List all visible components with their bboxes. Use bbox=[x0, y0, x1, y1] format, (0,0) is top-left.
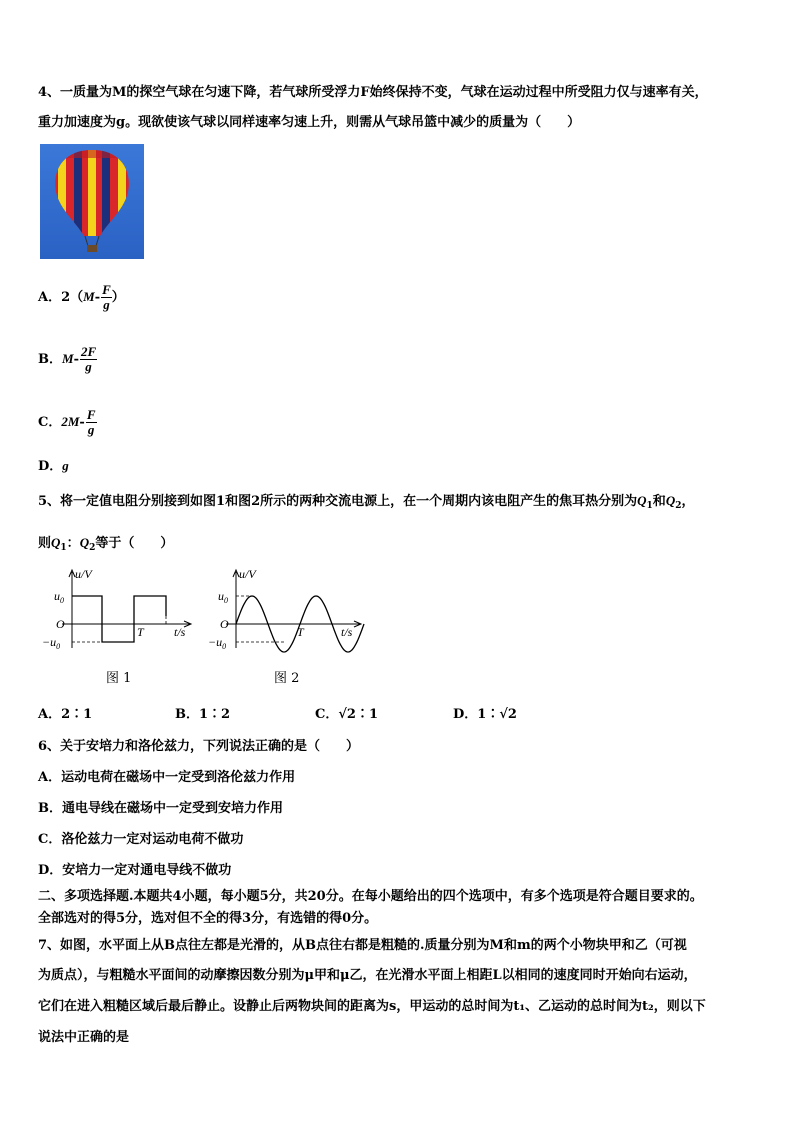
fig2-neg-u0-label: $-u_0$ bbox=[208, 635, 227, 651]
fig1-origin: O bbox=[56, 617, 65, 631]
q6-option-b: B．通电导线在磁场中一定受到安培力作用 bbox=[38, 801, 283, 816]
fig2-ylabel: u/V bbox=[239, 567, 256, 581]
q4-option-d: D．g bbox=[38, 458, 69, 474]
fig1-u0-label: $u_0$ bbox=[54, 589, 64, 605]
q5-stem-line1: 5、将一定值电阻分别接到如图1和图2所示的两种交流电源上，在一个周期内该电阻产生的焦耳热分别为$Q_1$和$Q_2$， bbox=[38, 493, 695, 511]
q7-line1: 7、如图，水平面上从B点往左都是光滑的，从B点往右都是粗糙的.质量分别为M和m的两个小物块甲和乙（可视 bbox=[38, 938, 687, 953]
q6-option-c: C．洛伦兹力一定对运动电荷不做功 bbox=[38, 832, 244, 847]
q7-line2: 为质点），与粗糙水平面间的动摩擦因数分别为μ甲和μ乙，在光滑水平面上相距L以相同的速度同时开始向右运动， bbox=[38, 968, 697, 983]
q4-option-a: A．2（M- $\frac{F}{g}$ ） bbox=[38, 282, 125, 312]
sqrt-symbol: √ bbox=[338, 707, 347, 722]
fig1-neg-u0-label: $-u_0$ bbox=[42, 635, 61, 651]
fig2-caption: 图 2 bbox=[274, 671, 300, 686]
fig1-ylabel: u/V bbox=[75, 567, 92, 581]
q4-option-c: C．2M- $\frac{F}{g}$ bbox=[38, 407, 96, 437]
q6-option-a: A．运动电荷在磁场中一定受到洛伦兹力作用 bbox=[38, 770, 296, 785]
fig2-xlabel: t/s bbox=[341, 625, 353, 639]
fig2-origin: O bbox=[220, 617, 229, 631]
q7-line4: 说法中正确的是 bbox=[38, 1030, 130, 1045]
q5-option-a: A．2∶1 bbox=[38, 707, 93, 722]
q5-stem-line2: 则$Q_1$：$Q_2$等于（ ） bbox=[38, 535, 174, 553]
q6-option-d: D．安培力一定对通电导线不做功 bbox=[38, 863, 232, 878]
fig1-T-label: T bbox=[137, 625, 144, 639]
fig1-xlabel: t/s bbox=[174, 625, 186, 639]
q5-option-b: B．1∶2 bbox=[175, 707, 231, 722]
q5-option-d: D．1∶√2 bbox=[453, 707, 517, 722]
sqrt-symbol: √2 bbox=[499, 707, 517, 722]
q6-stem: 6、关于安培力和洛伦兹力，下列说法正确的是（ ） bbox=[38, 739, 360, 754]
q4-option-b: B．M- $\frac{2F}{g}$ bbox=[38, 344, 97, 374]
fig1-caption: 图 1 bbox=[106, 671, 132, 686]
section2-line1: 二、多项选择题.本题共4小题，每小题5分，共20分。在每小题给出的四个选项中，有多个选项是符合题目要求的。 bbox=[38, 889, 703, 904]
q5-option-c: C．√2∶1 bbox=[315, 707, 378, 722]
q7-line3: 它们在进入粗糙区域后最后静止。设静止后两物块间的距离为s，甲运动的总时间为t₁、乙运动的总时间为t₂，则以下 bbox=[38, 999, 706, 1014]
q4-stem-line2: 重力加速度为g。现欲使该气球以同样速率匀速上升，则需从气球吊篮中减少的质量为（ ） bbox=[38, 115, 581, 130]
fig2-T-label: T bbox=[297, 625, 304, 639]
hot-air-balloon-image bbox=[40, 144, 144, 259]
q4-stem-line1: 4、一质量为M的探空气球在匀速下降，若气球所受浮力F始终保持不变，气球在运动过程中所受阻力仅与速率有关， bbox=[38, 85, 708, 100]
fig1-square-wave bbox=[72, 596, 166, 642]
section2-line2: 全部选对的得5分，选对但不全的得3分，有选错的得0分。 bbox=[38, 911, 378, 926]
fig2-u0-label: $u_0$ bbox=[218, 589, 228, 605]
